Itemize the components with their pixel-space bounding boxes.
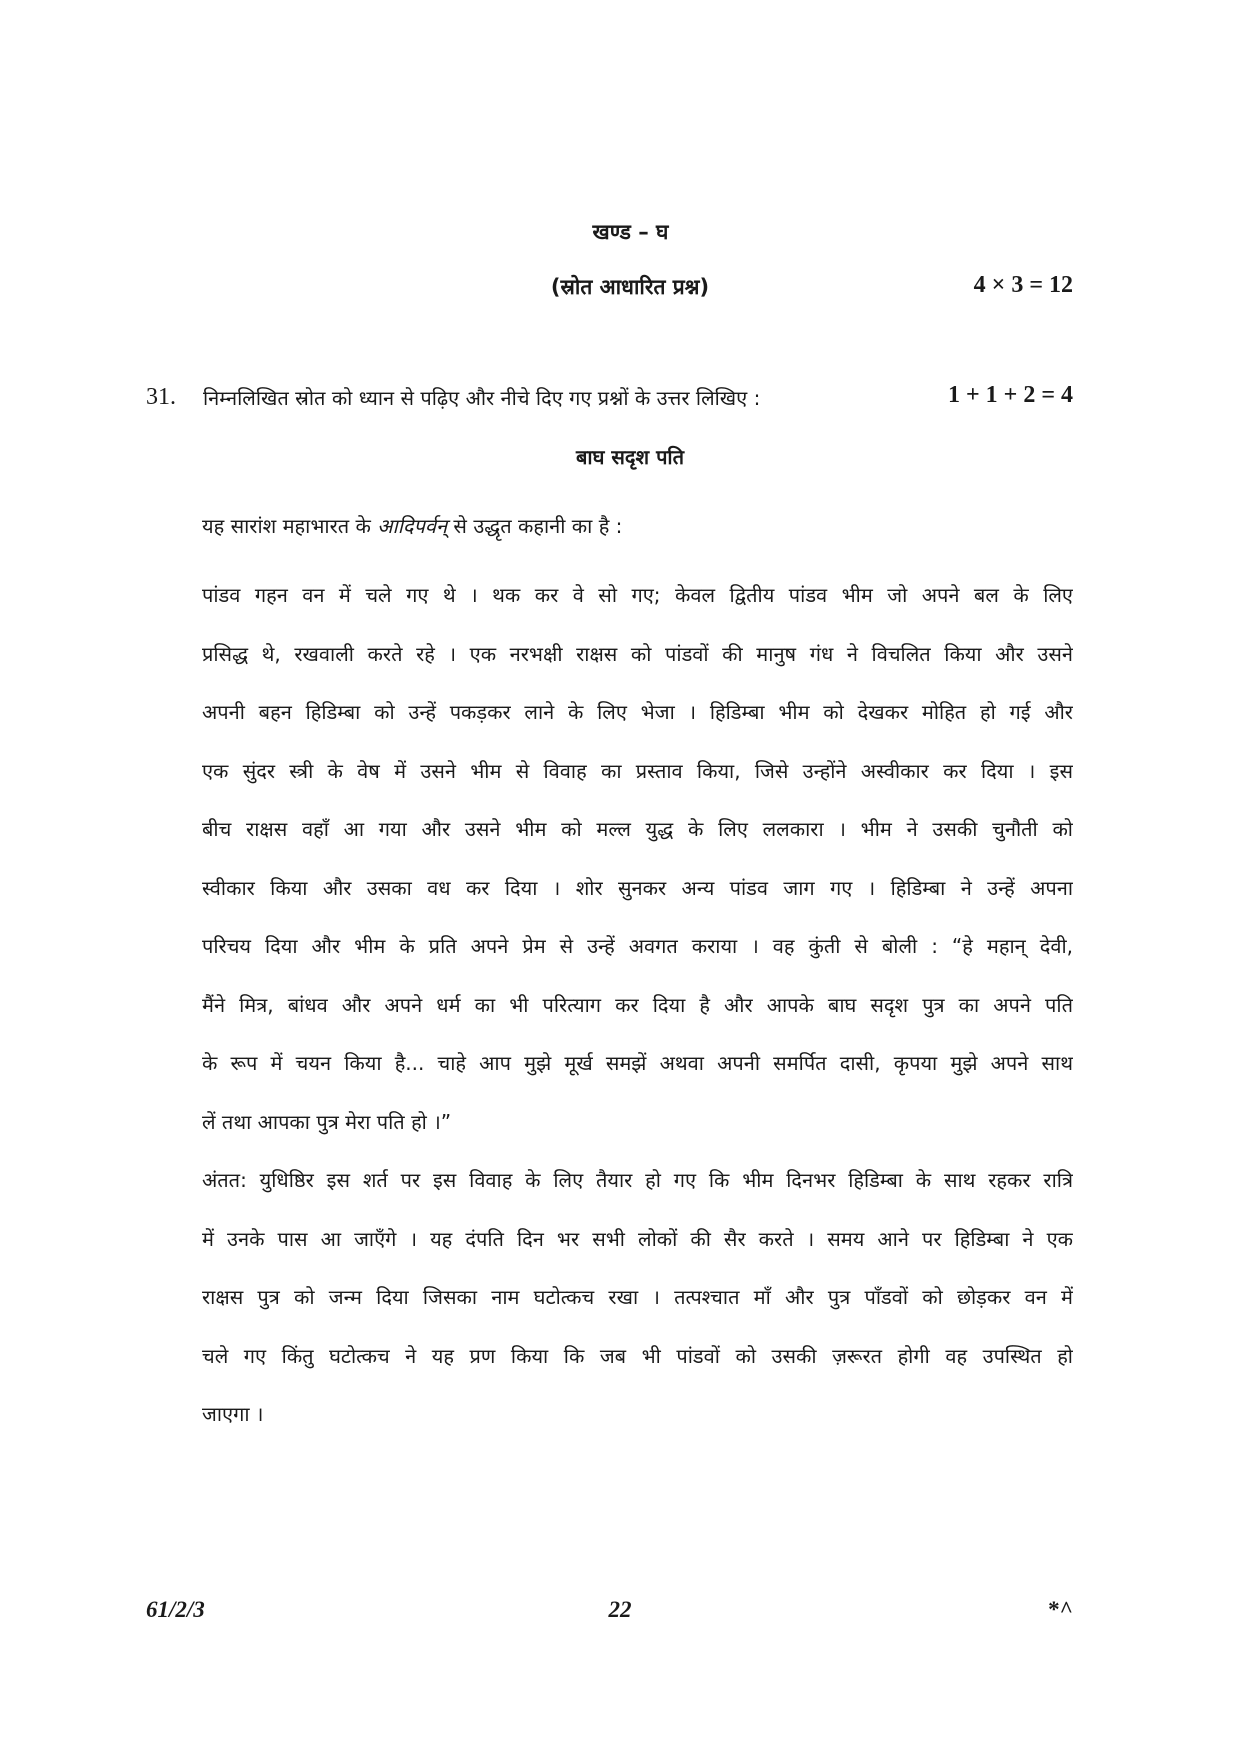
paragraph-line: स्वीकार किया और उसका वध कर दिया । शोर सुनकर अन्य पांडव जाग गए । हिडिम्बा ने उन्हें अपना — [202, 875, 1073, 900]
paragraph-line: परिचय दिया और भीम के प्रति अपने प्रेम से उन्हें अवगत कराया । वह कुंती से बोली : “हे महान् देवी, — [202, 934, 1073, 958]
source-paragraph-2 — [202, 1151, 1073, 1444]
question-row — [146, 382, 1073, 418]
paragraph-line: चले गए किंतु घटोत्कच ने यह प्रण किया कि जब भी पांडवों को उसकी ज़रूरत होगी वह उपस्थित हो — [202, 1343, 1073, 1368]
paragraph-line: राक्षस पुत्र को जन्म दिया जिसका नाम घटोत्कच रखा । तत्पश्चात माँ और पुत्र पाँडवों को छोड़कर वन में — [202, 1285, 1073, 1309]
intro-text-before: यह सारांश महाभारत के — [202, 514, 378, 538]
paragraph-line: एक सुंदर स्त्री के वेष में उसने भीम से विवाह का प्रस्ताव किया, जिसे उन्होंने अस्वीकार कर दिया । इस — [202, 758, 1073, 783]
paragraph-line: लें तथा आपका पुत्र मेरा पति हो ।” — [202, 1109, 452, 1134]
intro-text-italic: आदिपर्वन् — [377, 514, 448, 538]
paragraph-line: में उनके पास आ जाएँगे । यह दंपति दिन भर सभी लोकों की सैर करते । समय आने पर हिडिम्बा ने एक — [202, 1226, 1073, 1251]
source-paragraph-1 — [202, 566, 1073, 1151]
question-marks: 1 + 1 + 2 = 4 — [947, 382, 1073, 408]
section-marks: 4 × 3 = 12 — [973, 272, 1073, 298]
paragraph-line: बीच राक्षस वहाँ आ गया और उसने भीम को मल्ल युद्ध के लिए ललकारा । भीम ने उसकी चुनौती को — [202, 817, 1073, 841]
paragraph-line: मैंने मित्र, बांधव और अपने धर्म का भी परित्याग कर दिया है और आपके बाघ सदृश पुत्र का अपने पति — [202, 992, 1073, 1017]
intro-text-after: से उद्धृत कहानी का है : — [447, 514, 623, 538]
question-text: निम्नलिखित स्रोत को ध्यान से पढ़िए और नीचे दिए गए प्रश्नों के उत्तर लिखिए : — [203, 386, 761, 410]
source-title: बाघ सदृश पति — [575, 445, 685, 469]
paragraph-line: जाएगा । — [202, 1402, 264, 1426]
paragraph-line: अंतत: युधिष्ठिर इस शर्त पर इस विवाह के लिए तैयार हो गए कि भीम दिनभर हिडिम्बा के साथ रहकर रात्रि — [202, 1168, 1073, 1192]
section-title: खण्ड – घ — [592, 220, 669, 244]
paragraph-line: प्रसिद्ध थे, रखवाली करते रहे । एक नरभक्षी राक्षस को पांडवों की मानुष गंध ने विचलित किया और उसने — [202, 641, 1073, 666]
paragraph-line: पांडव गहन वन में चले गए थे । थक कर वे सो गए; केवल द्वितीय पांडव भीम जो अपने बल के लिए — [202, 583, 1073, 607]
paragraph-line: अपनी बहन हिडिम्बा को उन्हें पकड़कर लाने के लिए भेजा । हिडिम्बा भीम को देखकर मोहित हो गई और — [202, 700, 1073, 724]
footer-mark: *^ — [1048, 1597, 1073, 1622]
paragraph-line: के रूप में चयन किया है... चाहे आप मुझे मूर्ख समझें अथवा अपनी समर्पित दासी, कृपया मुझे अपने साथ — [202, 1051, 1073, 1075]
source-intro — [202, 512, 622, 539]
page-number: 22 — [608, 1597, 632, 1622]
section-subtitle: (स्रोत आधारित प्रश्न) — [550, 275, 710, 299]
paper-code: 61/2/3 — [146, 1597, 205, 1622]
question-number: 31. — [146, 384, 176, 410]
